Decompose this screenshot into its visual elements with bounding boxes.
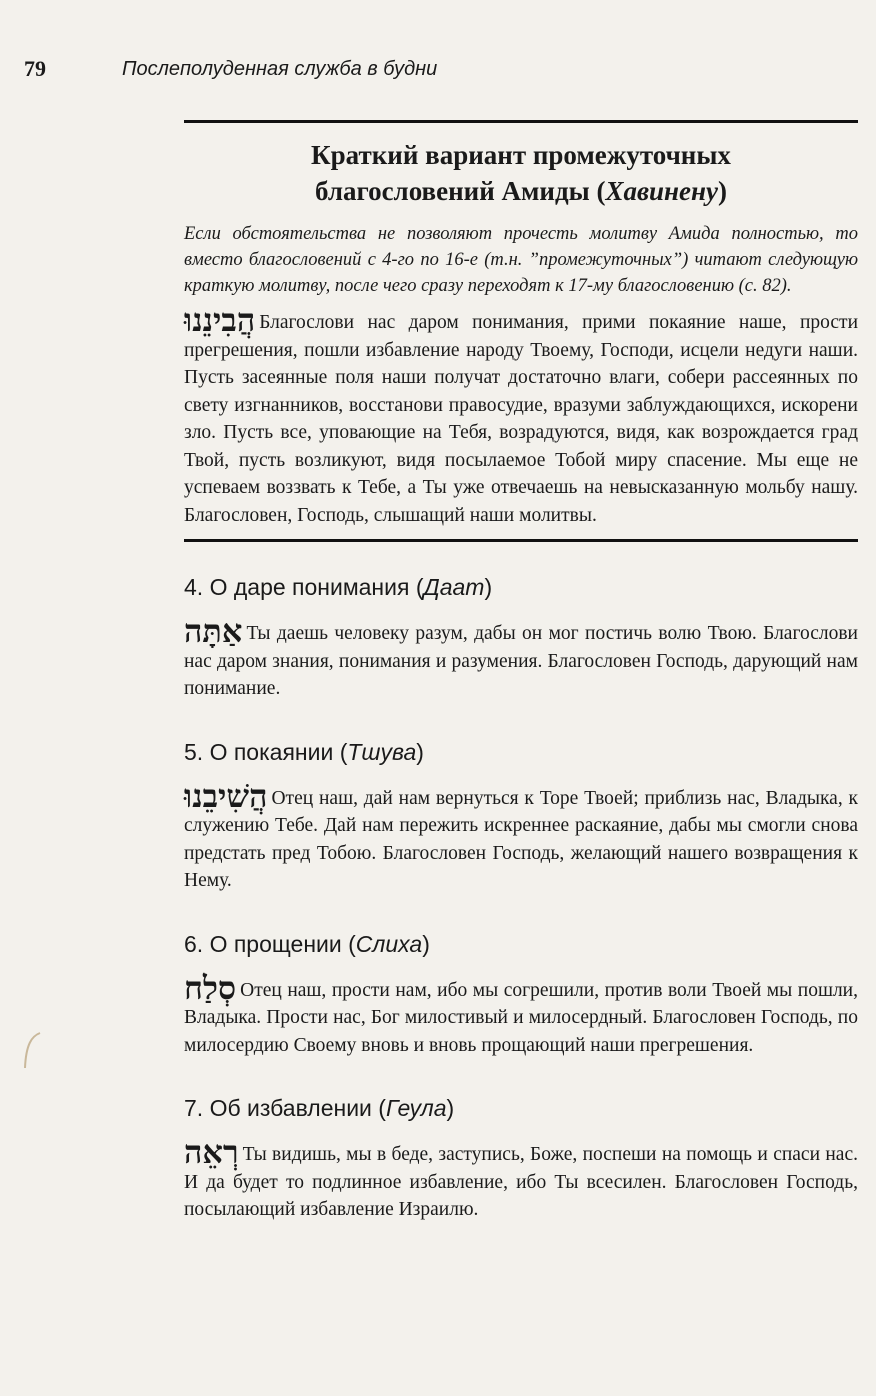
section-paragraph (184, 968, 858, 1060)
section-text: Ты видишь, мы в беде, заступись, Боже, поспеши на помощь и спаси нас. И да будет то подлинное избавление, ибо Ты всесилен. Благословен Господь, посылающий избавление Израилю. (184, 1144, 858, 1220)
summary-text: Благослови нас даром понимания, прими покаяние наше, прости прегрешения, пошли избавление народу Твоему, Господи, исцели недуги наши. Пусть засеянные поля наши получат достаточно влаги, собери рассеянных по свету изгнанников, восстанови правосудие, вразуми заблуждающихся, искорени зло. Пусть все, уповающие на Тебя, возрадуются, видя, как возрождается град Твой, пусть возликуют, видя посылаемое Тобой миру спасение. Мы еще не успеваем воззвать к Тебе, а Ты уже отвечаешь на невысказанную мольбу нашу. Благословен, Господь, слышащий наши молитвы. (184, 312, 858, 526)
section-5 (184, 737, 858, 895)
summary-instruction: Если обстоятельства не позволяют прочесть молитву Амида полностью, то вместо благословений с 4-го по 16-е (т.н. ”промежуточных”) читают следующую краткую молитву, после чего сразу переходят к 17-му благословению (с. 82). (184, 224, 858, 296)
heading-close: ) (484, 574, 493, 600)
summary-hebrew-word: הֲבִינֵנוּ (184, 301, 256, 339)
summary-title (184, 137, 858, 209)
section-4 (184, 572, 858, 703)
hebrew-word: הֲשִׁיבֵנוּ (184, 776, 268, 815)
heading-italic: Слиха (355, 930, 423, 957)
hebrew-word: רְאֵה (184, 1133, 239, 1171)
section-6 (184, 929, 858, 1060)
hebrew-word: אַתָּה (184, 612, 243, 650)
section-text: Отец наш, дай нам вернуться к Торе Твоей; приблизь нас, Владыка, к служению Тебе. Дай нам пережить искреннее раскаяние, дабы мы смогли снова предстать пред Тобою. Благословен Господь, желающий нашего возвращения к Нему. (184, 787, 858, 891)
heading-italic: Геула (385, 1095, 447, 1121)
heading-italic: Тшува (347, 738, 417, 765)
heading-close: ) (422, 930, 430, 957)
heading-text: 6. О прощении ( (184, 930, 356, 957)
top-rule (184, 120, 858, 123)
section-7 (184, 1093, 858, 1224)
bottom-rule (184, 539, 858, 542)
margin-mark (22, 1030, 42, 1070)
running-head: Послеполуденная служба в будни (122, 58, 438, 80)
section-paragraph (184, 1133, 858, 1224)
section-heading (184, 1093, 858, 1123)
section-heading (184, 572, 858, 602)
summary-title-line1: Краткий вариант промежуточных (311, 140, 731, 170)
section-text: Отец наш, прости нам, ибо мы согрешили, против воли Твоей мы пошли, Владыка. Прости нас, Бог милостивый и милосердный. Благословен Господь, по милосердию Своему вновь и вновь прощающий наши прегрешения. (184, 979, 858, 1056)
summary-paragraph (184, 301, 858, 529)
section-paragraph (184, 612, 858, 703)
section-heading (184, 929, 858, 959)
heading-close: ) (446, 1095, 455, 1121)
summary-title-italic: Хавинену (605, 176, 718, 206)
summary-title-post: ) (717, 176, 727, 206)
page-content (184, 120, 858, 1224)
heading-text: 4. О даре понимания ( (184, 574, 424, 600)
summary-title-pre: благословений Амиды ( (315, 176, 606, 206)
hebrew-word: סְלַח (184, 968, 237, 1007)
page-number: 79 (24, 56, 46, 81)
summary-title-line2 (184, 173, 858, 209)
heading-close: ) (416, 738, 424, 765)
section-paragraph (184, 776, 858, 895)
section-text: Ты даешь человеку разум, дабы он мог постичь волю Твою. Благослови нас даром знания, понимания и разумения. Благословен Господь, дарующий нам понимание. (184, 623, 858, 699)
heading-text: 7. Об избавлении ( (184, 1095, 386, 1121)
heading-italic: Даат (423, 574, 485, 600)
heading-text: 5. О покаянии ( (184, 738, 348, 765)
section-heading (184, 737, 858, 767)
